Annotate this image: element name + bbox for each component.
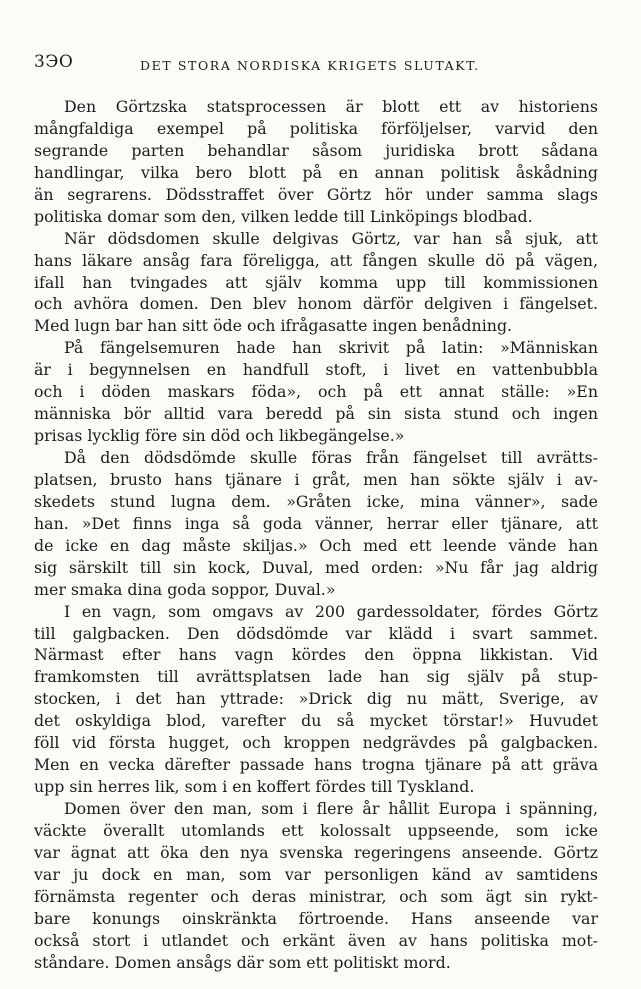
- text-line: till galgbacken. Den dödsdömde var klädd i svart sammet.: [34, 623, 598, 643]
- text-line: de icke en dag måste skiljas.» Och med ett leende vände han: [34, 535, 598, 555]
- text-line: är i begynnelsen en handfull stoft, i livet en vattenbubbla: [34, 360, 598, 380]
- text-line: Närmast efter hans vagn kördes den öppna likkistan. Vid: [34, 645, 598, 665]
- text-line: Den Görtzska statsprocessen är blott ett av historiens: [64, 97, 598, 116]
- text-line: Domen över den man, som i flere år hållit Europa i spänning,: [64, 799, 598, 818]
- text-line: När dödsdomen skulle delgivas Görtz, var han så sjuk, att: [64, 228, 598, 248]
- text-line: människa bör alltid vara beredd på sin sista stund och ingen: [34, 404, 598, 424]
- text-line: var ägnat att öka den nya svenska regeringens anseende. Görtz: [34, 842, 598, 862]
- text-line: Med lugn bar han sitt öde och ifrågasatte ingen benådning.: [34, 316, 513, 336]
- text-line: ståndare. Domen ansågs där som ett politiskt mord.: [34, 952, 451, 972]
- text-line: I en vagn, som omgavs av 200 gardessoldater, fördes Görtz: [64, 601, 598, 621]
- text-line: det oskyldiga blod, varefter du så mycket törstar!» Huvudet: [34, 711, 598, 731]
- text-line: Då den dödsdömde skulle föras från fängelset till avrätts-: [64, 448, 598, 467]
- text-line: än segrarens. Dödsstraffet över Görtz hör under samma slags: [34, 184, 598, 204]
- text-line: och i döden maskars föda», och på ett annat ställe: »En: [34, 382, 598, 402]
- text-line: förnämsta regenter och deras ministrar, och som ägt sin rykt-: [34, 886, 598, 906]
- text-line: ifall han tvingades att själv komma upp till kommissionen: [34, 272, 598, 292]
- text-line: bare konungs oinskränkta förtroende. Hans anseende var: [34, 908, 598, 928]
- text-line: sig särskilt till sin kock, Duval, med orden: »Nu får jag aldrig: [34, 557, 598, 577]
- running-title: DET STORA NORDISKA KRIGETS SLUTAKT.: [140, 58, 480, 73]
- text-line: skedets stund lugna dem. »Gråten icke, mina vänner», sade: [34, 491, 598, 511]
- text-line: prisas lycklig före sin död och likbegängelse.»: [34, 426, 405, 446]
- text-line: handlingar, vilka bero blott på en annan politisk åskådning: [34, 162, 598, 182]
- page-number: 3ЭО: [34, 52, 74, 72]
- text-line: mer smaka dina goda soppor, Duval.»: [34, 579, 336, 599]
- text-line: politiska domar som den, vilken ledde till Linköpings blodbad.: [34, 206, 533, 226]
- text-line: platsen, brusto hans tjänare i gråt, men han sökte själv i av-: [34, 469, 598, 489]
- text-line: och avhöra domen. Den blev honom därför delgiven i fängelset.: [34, 294, 598, 314]
- page-header: [34, 50, 594, 80]
- body-text: [34, 96, 598, 974]
- text-line: Men en vecka därefter passade hans trogna tjänare på att gräva: [34, 755, 598, 775]
- text-line: framkomsten till avrättsplatsen lade han sig själv på stup-: [34, 667, 598, 687]
- text-line: upp sin herres lik, som i en koffert fördes till Tyskland.: [34, 777, 475, 797]
- text-line: också stort i utlandet och erkänt även av hans politiska mot-: [34, 930, 598, 950]
- text-line: På fängelsemuren hade han skrivit på latin: »Människan: [64, 338, 598, 358]
- text-line: segrande parten behandlar såsom juridiska brott sådana: [34, 140, 598, 160]
- text-line: han. »Det finns inga så goda vänner, herrar eller tjänare, att: [34, 513, 598, 533]
- text-line: föll vid första hugget, och kroppen nedgrävdes på galgbacken.: [34, 733, 598, 753]
- text-line: var ju dock en man, som var personligen känd av samtidens: [34, 864, 598, 884]
- text-line: mångfaldiga exempel på politiska förföljelser, varvid den: [34, 118, 598, 138]
- text-line: stocken, i det han yttrade: »Drick dig nu mätt, Sverige, av: [34, 689, 598, 709]
- text-line: hans läkare ansåg fara föreligga, att fången skulle dö på vägen,: [34, 250, 598, 270]
- text-line: väckte överallt utomlands ett kolossalt uppseende, som icke: [34, 820, 598, 840]
